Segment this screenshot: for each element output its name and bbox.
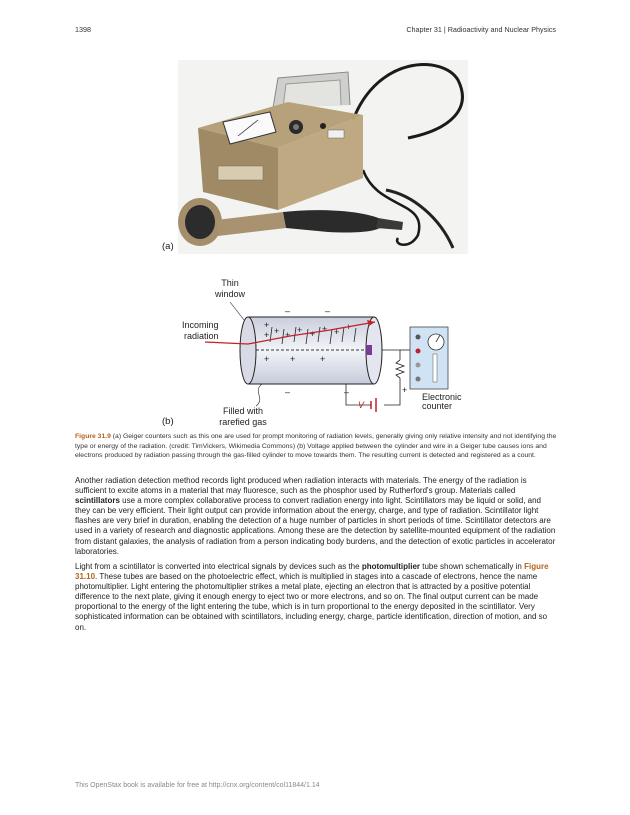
minus-sign: – [285, 306, 291, 316]
filled-with-label: Filled with [222, 406, 264, 416]
incoming-label: Incoming [182, 320, 219, 330]
geiger-counter-photo [178, 60, 468, 254]
svg-text:+: + [320, 354, 326, 364]
figure-link[interactable]: Figure 31.10 [75, 562, 549, 582]
svg-text:+: + [290, 354, 296, 364]
svg-text:+: + [264, 330, 270, 340]
paragraph-photomultiplier [75, 562, 557, 633]
voltage-label: V [358, 400, 365, 410]
wire-terminal [366, 345, 372, 355]
figure-caption [75, 432, 560, 461]
paragraph-text: Another radiation detection method records light produced when radiation interacts with materials. The energy of the radiation is sufficient to excite atoms in a material that may fluoresce, such as the phosphor used by Rutherford's group. Materials called [75, 476, 527, 496]
svg-text:+: + [264, 354, 270, 364]
footer-note: This OpenStax book is available for free at http://cnx.org/content/col11844/1.14 [75, 782, 320, 789]
svg-text:+: + [285, 330, 291, 340]
svg-text:+: + [334, 327, 340, 337]
panel-a-label: (a) [162, 241, 174, 252]
rarefied-gas-label: rarefied gas [219, 417, 267, 427]
resistor [396, 360, 404, 378]
paragraph-text: . These tubes are based on the photoelectric effect, which is multiplied in stages into a cascade of electrons, hence the name photomultiplier. Light entering the photomultiplier strikes a metal plate, ejecting an electron that is attracted by a positive potential difference to the next plate, giving it enough energy to eject two or more electrons, and so on. The final output current can be made proportional to the energy of the light entering the tube, which is in turn proportional to the energy deposited in the scintillator. Very sophisticated information can be obtained with scintillators, including energy, charge, particle identification, direction of motion, and so on. [75, 572, 548, 632]
radiation-label: radiation [184, 331, 219, 341]
paragraph-scintillators [75, 476, 557, 557]
svg-text:+: + [274, 326, 280, 336]
minus-sign: – [344, 387, 350, 397]
thin-window [240, 317, 256, 384]
window-label: window [214, 289, 246, 299]
counter-label: counter [422, 401, 453, 411]
panel-b-label: (b) [162, 416, 174, 427]
electronic-label: Electronic [422, 392, 462, 402]
geiger-tube-diagram [170, 272, 470, 432]
minus-sign: – [325, 306, 331, 316]
geiger-counter-illustration [178, 60, 468, 254]
paragraph-text: tube shown schematically in [420, 562, 525, 571]
plus-sign: + [402, 385, 408, 395]
svg-text:+: + [297, 325, 303, 335]
caption-text: (a) Geiger counters such as this one are used for prompt monitoring of radiation levels, generally giving only relative intensity and not identifying the type or energy of the radiation. (credit: TimVickers, Wikimedia Commons) (b) Voltage applied between the cylinder and wire in a Geiger tube causes ions and electrons produced by radiation passing through the gas-filled cylinder to move towards them. The resulting current is detected and registered as a count. [75, 433, 557, 460]
page-number: 1398 [75, 25, 91, 34]
paragraph-text: Light from a scintillator is converted into electrical signals by devices such as the [75, 562, 362, 571]
svg-text:+: + [264, 320, 270, 330]
figure-number: Figure 31.9 [75, 433, 111, 440]
key-term: scintillators [75, 496, 120, 506]
paragraph-text: use a more complex collaborative process to convert radiation energy into light. Scintillators may be liquid or solid, and they can be very efficient. Their light output can provide information about the energy, charge, and type of radiation. Scintillator light flashes are very brief in duration, enabling the detection of a huge number of particles in short periods of time. Scintillator detectors are used in a variety of research and diagnostic applications. Among these are the detection by satellite-mounted equipment of the radiation from distant galaxies, the analysis of radiation from a person indicating body burdens, and the detection of exotic particles in accelerator laboratories. [75, 496, 556, 556]
svg-text:+: + [322, 324, 328, 334]
svg-text:+: + [346, 322, 352, 332]
svg-text:+: + [310, 329, 316, 339]
chapter-title: Chapter 31 | Radioactivity and Nuclear Physics [406, 25, 556, 34]
thin-label: Thin [221, 278, 239, 288]
minus-sign: – [285, 387, 291, 397]
key-term: photomultiplier [361, 562, 421, 571]
